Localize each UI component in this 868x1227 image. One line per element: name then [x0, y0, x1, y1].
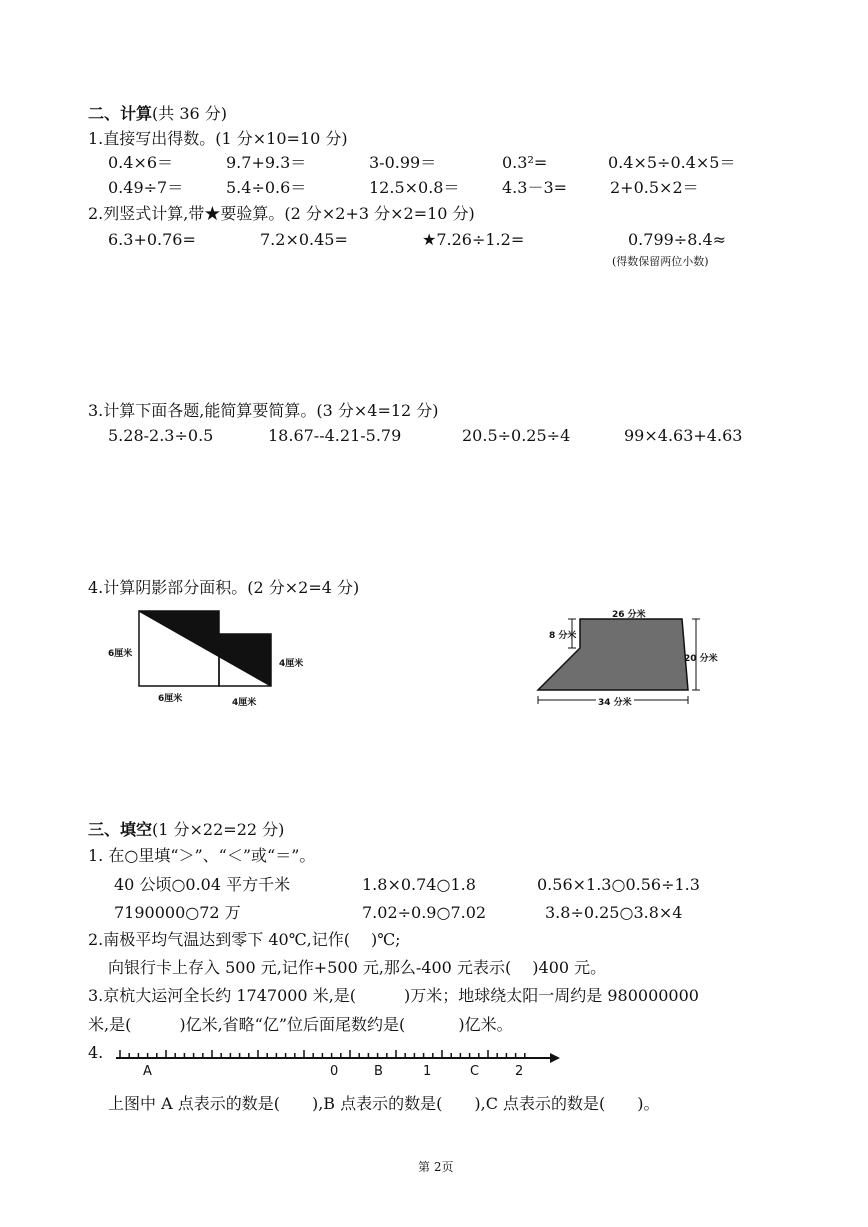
q1-item: 0.3²= — [502, 153, 548, 172]
q2-item: 6.3+0.76= — [108, 230, 196, 249]
fig2-left-label: 8 分米 — [549, 631, 577, 641]
numline-label-b: B — [374, 1064, 383, 1079]
section3-heading — [88, 820, 284, 840]
s3-q1-item: 0.56×1.3○0.56÷1.3 — [537, 875, 700, 894]
q1-item: 9.7+9.3＝ — [226, 153, 307, 172]
q3-item: 5.28-2.3÷0.5 — [108, 426, 214, 445]
fig1-bottom-left-label: 6厘米 — [158, 694, 183, 704]
q2-item: 7.2×0.45= — [260, 230, 348, 249]
shaded-area-figure-1 — [138, 610, 272, 688]
numline-label-0: 0 — [330, 1064, 339, 1079]
numline-label-c: C — [470, 1064, 480, 1079]
section3-title: 三、填空 — [88, 820, 153, 839]
q1-item: 4.3－3= — [502, 178, 568, 197]
s3-q1-item: 1.8×0.74○1.8 — [362, 875, 476, 894]
s3-q4-question: 上图中 A 点表示的数是( ),B 点表示的数是( ),C 点表示的数是( )。 — [108, 1094, 660, 1113]
section3-points: (1 分×22=22 分) — [152, 820, 285, 839]
s3-q2-line1: 2.南极平均气温达到零下 40℃,记作( )℃; — [88, 930, 401, 949]
s3-q1-title: 1. 在○里填“＞”、“＜”或“＝”。 — [88, 846, 316, 865]
numline-label-a: A — [143, 1064, 152, 1079]
s3-q1-item: 7190000○72 万 — [114, 903, 241, 922]
q1-item: 2+0.5×2＝ — [610, 178, 699, 197]
section2-title: 二、计算 — [88, 104, 153, 123]
q3-item: 18.67--4.21-5.79 — [268, 426, 402, 445]
s3-q1-item: 7.02÷0.9○7.02 — [362, 903, 487, 922]
q1-item: 12.5×0.8＝ — [369, 178, 460, 197]
q1-item: 0.4×6＝ — [108, 153, 174, 172]
q1-item: 3-0.99＝ — [369, 153, 437, 172]
fig1-right-label: 4厘米 — [279, 659, 304, 669]
q2-title: 2.列竖式计算,带★要验算。(2 分×2+3 分×2=10 分) — [88, 204, 475, 223]
s3-q2-line2: 向银行卡上存入 500 元,记作+500 元,那么-400 元表示( )400 元。 — [108, 958, 607, 977]
fig2-top-label: 26 分米 — [612, 610, 646, 620]
fig2-bottom-label: 34 分米 — [596, 695, 634, 708]
numline-label-1: 1 — [423, 1064, 432, 1079]
fig2-right-label: 20 分米 — [684, 654, 718, 664]
fig1-bottom-right-label: 4厘米 — [232, 698, 257, 708]
s3-q1-item: 40 公顷○0.04 平方千米 — [114, 875, 291, 894]
s3-q3-line2: 米,是( )亿米,省略“亿”位后面尾数约是( )亿米。 — [88, 1015, 513, 1034]
q2-item: ★7.26÷1.2= — [422, 230, 525, 249]
q4-title: 4.计算阴影部分面积。(2 分×2=4 分) — [88, 578, 360, 597]
page-number: 第 2页 — [418, 1160, 454, 1174]
q3-title: 3.计算下面各题,能简算要简算。(3 分×4=12 分) — [88, 401, 439, 420]
q3-item: 20.5÷0.25÷4 — [462, 426, 571, 445]
q1-item: 5.4÷0.6＝ — [226, 178, 307, 197]
q1-item: 0.4×5÷0.4×5＝ — [608, 153, 736, 172]
s3-q3-line1: 3.京杭大运河全长约 1747000 米,是( )万米；地球绕太阳一周约是 980000000 — [88, 986, 699, 1005]
s3-q1-item: 3.8÷0.25○3.8×4 — [545, 903, 683, 922]
q2-item: 0.799÷8.4≈ — [628, 230, 727, 249]
numline-label-2: 2 — [515, 1064, 524, 1079]
s3-q4-number: 4. — [88, 1043, 104, 1062]
section2-points: (共 36 分) — [152, 104, 228, 123]
q2-rounding-note: (得数保留两位小数) — [612, 255, 709, 268]
fig1-left-label: 6厘米 — [108, 649, 133, 659]
q1-title: 1.直接写出得数。(1 分×10=10 分) — [88, 129, 348, 148]
q1-item: 0.49÷7＝ — [108, 178, 184, 197]
section2-heading — [88, 104, 227, 124]
q3-item: 99×4.63+4.63 — [624, 426, 743, 445]
